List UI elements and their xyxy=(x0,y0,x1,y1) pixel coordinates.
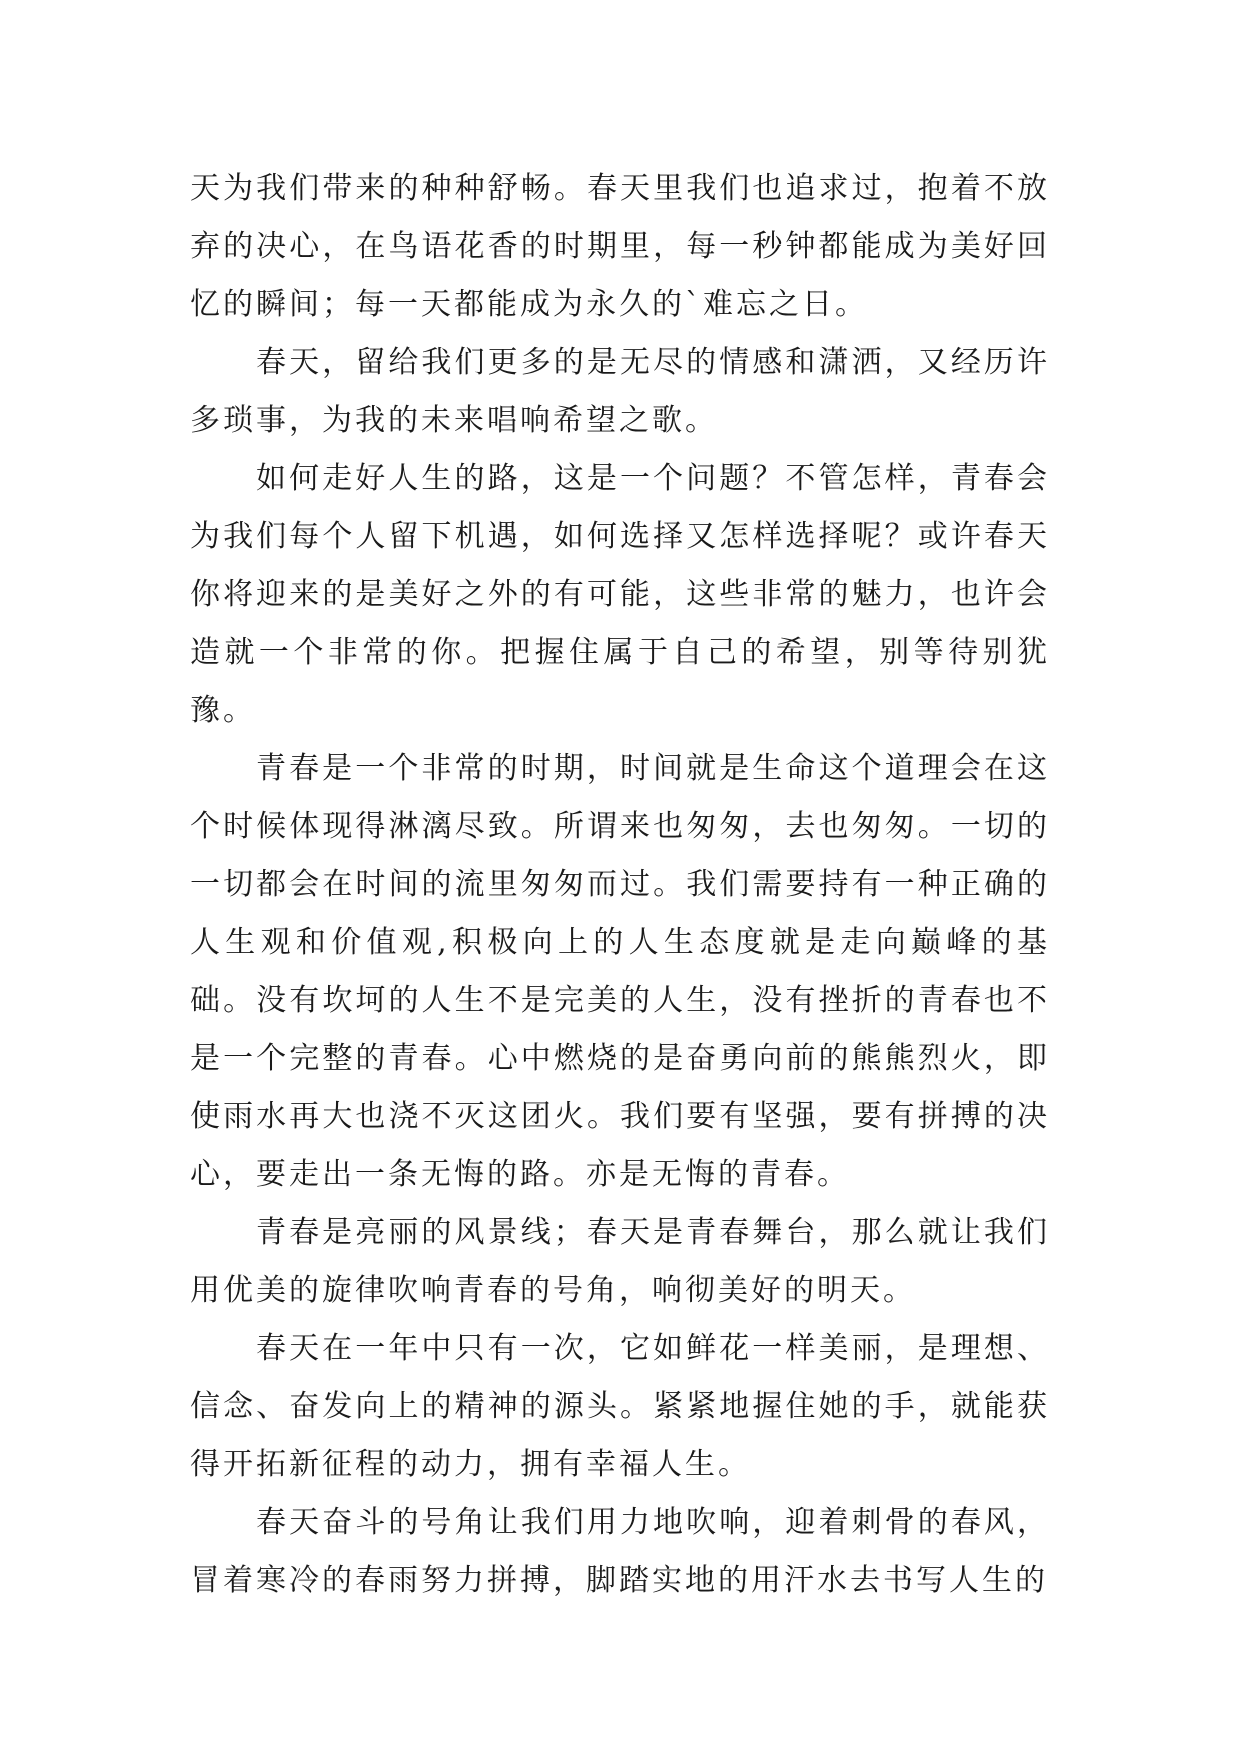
paragraph-3: 如何走好人生的路，这是一个问题？不管怎样，青春会为我们每个人留下机遇，如何选择又怎样选择呢？或许春天你将迎来的是美好之外的有可能，这些非常的魅力，也许会造就一个非常的你。把握住属于自己的希望，别等待别犹豫。 xyxy=(190,461,1050,728)
paragraph-4: 青春是一个非常的时期，时间就是生命这个道理会在这个时候体现得淋漓尽致。所谓来也匆匆，去也匆匆。一切的一切都会在时间的流里匆匆而过。我们需要持有一种正确的人生观和价值观,积极向上的人生态度就是走向巅峰的基础。没有坎坷的人生不是完美的人生，没有挫折的青春也不是一个完整的青春。心中燃烧的是奋勇向前的熊熊烈火，即使雨水再大也浇不灭这团火。我们要有坚强，要有拼搏的决心，要走出一条无悔的路。亦是无悔的青春。 xyxy=(190,751,1050,1192)
paragraph-1: 天为我们带来的种种舒畅。春天里我们也追求过，抱着不放弃的决心，在鸟语花香的时期里，每一秒钟都能成为美好回忆的瞬间；每一天都能成为永久的`难忘之日。 xyxy=(190,171,1050,322)
paragraph-7: 春天奋斗的号角让我们用力地吹响，迎着刺骨的春风，冒着寒冷的春雨努力拼搏，脚踏实地的用汗水去书写人生的 xyxy=(190,1505,1050,1598)
paragraph-6: 春天在一年中只有一次，它如鲜花一样美丽，是理想、信念、奋发向上的精神的源头。紧紧地握住她的手，就能获得开拓新征程的动力，拥有幸福人生。 xyxy=(190,1331,1050,1482)
essay-body xyxy=(190,160,1050,1610)
paragraph-5: 青春是亮丽的风景线；春天是青春舞台，那么就让我们用优美的旋律吹响青春的号角，响彻美好的明天。 xyxy=(190,1215,1050,1308)
paragraph-2: 春天，留给我们更多的是无尽的情感和潇洒，又经历许多琐事，为我的未来唱响希望之歌。 xyxy=(190,345,1050,438)
